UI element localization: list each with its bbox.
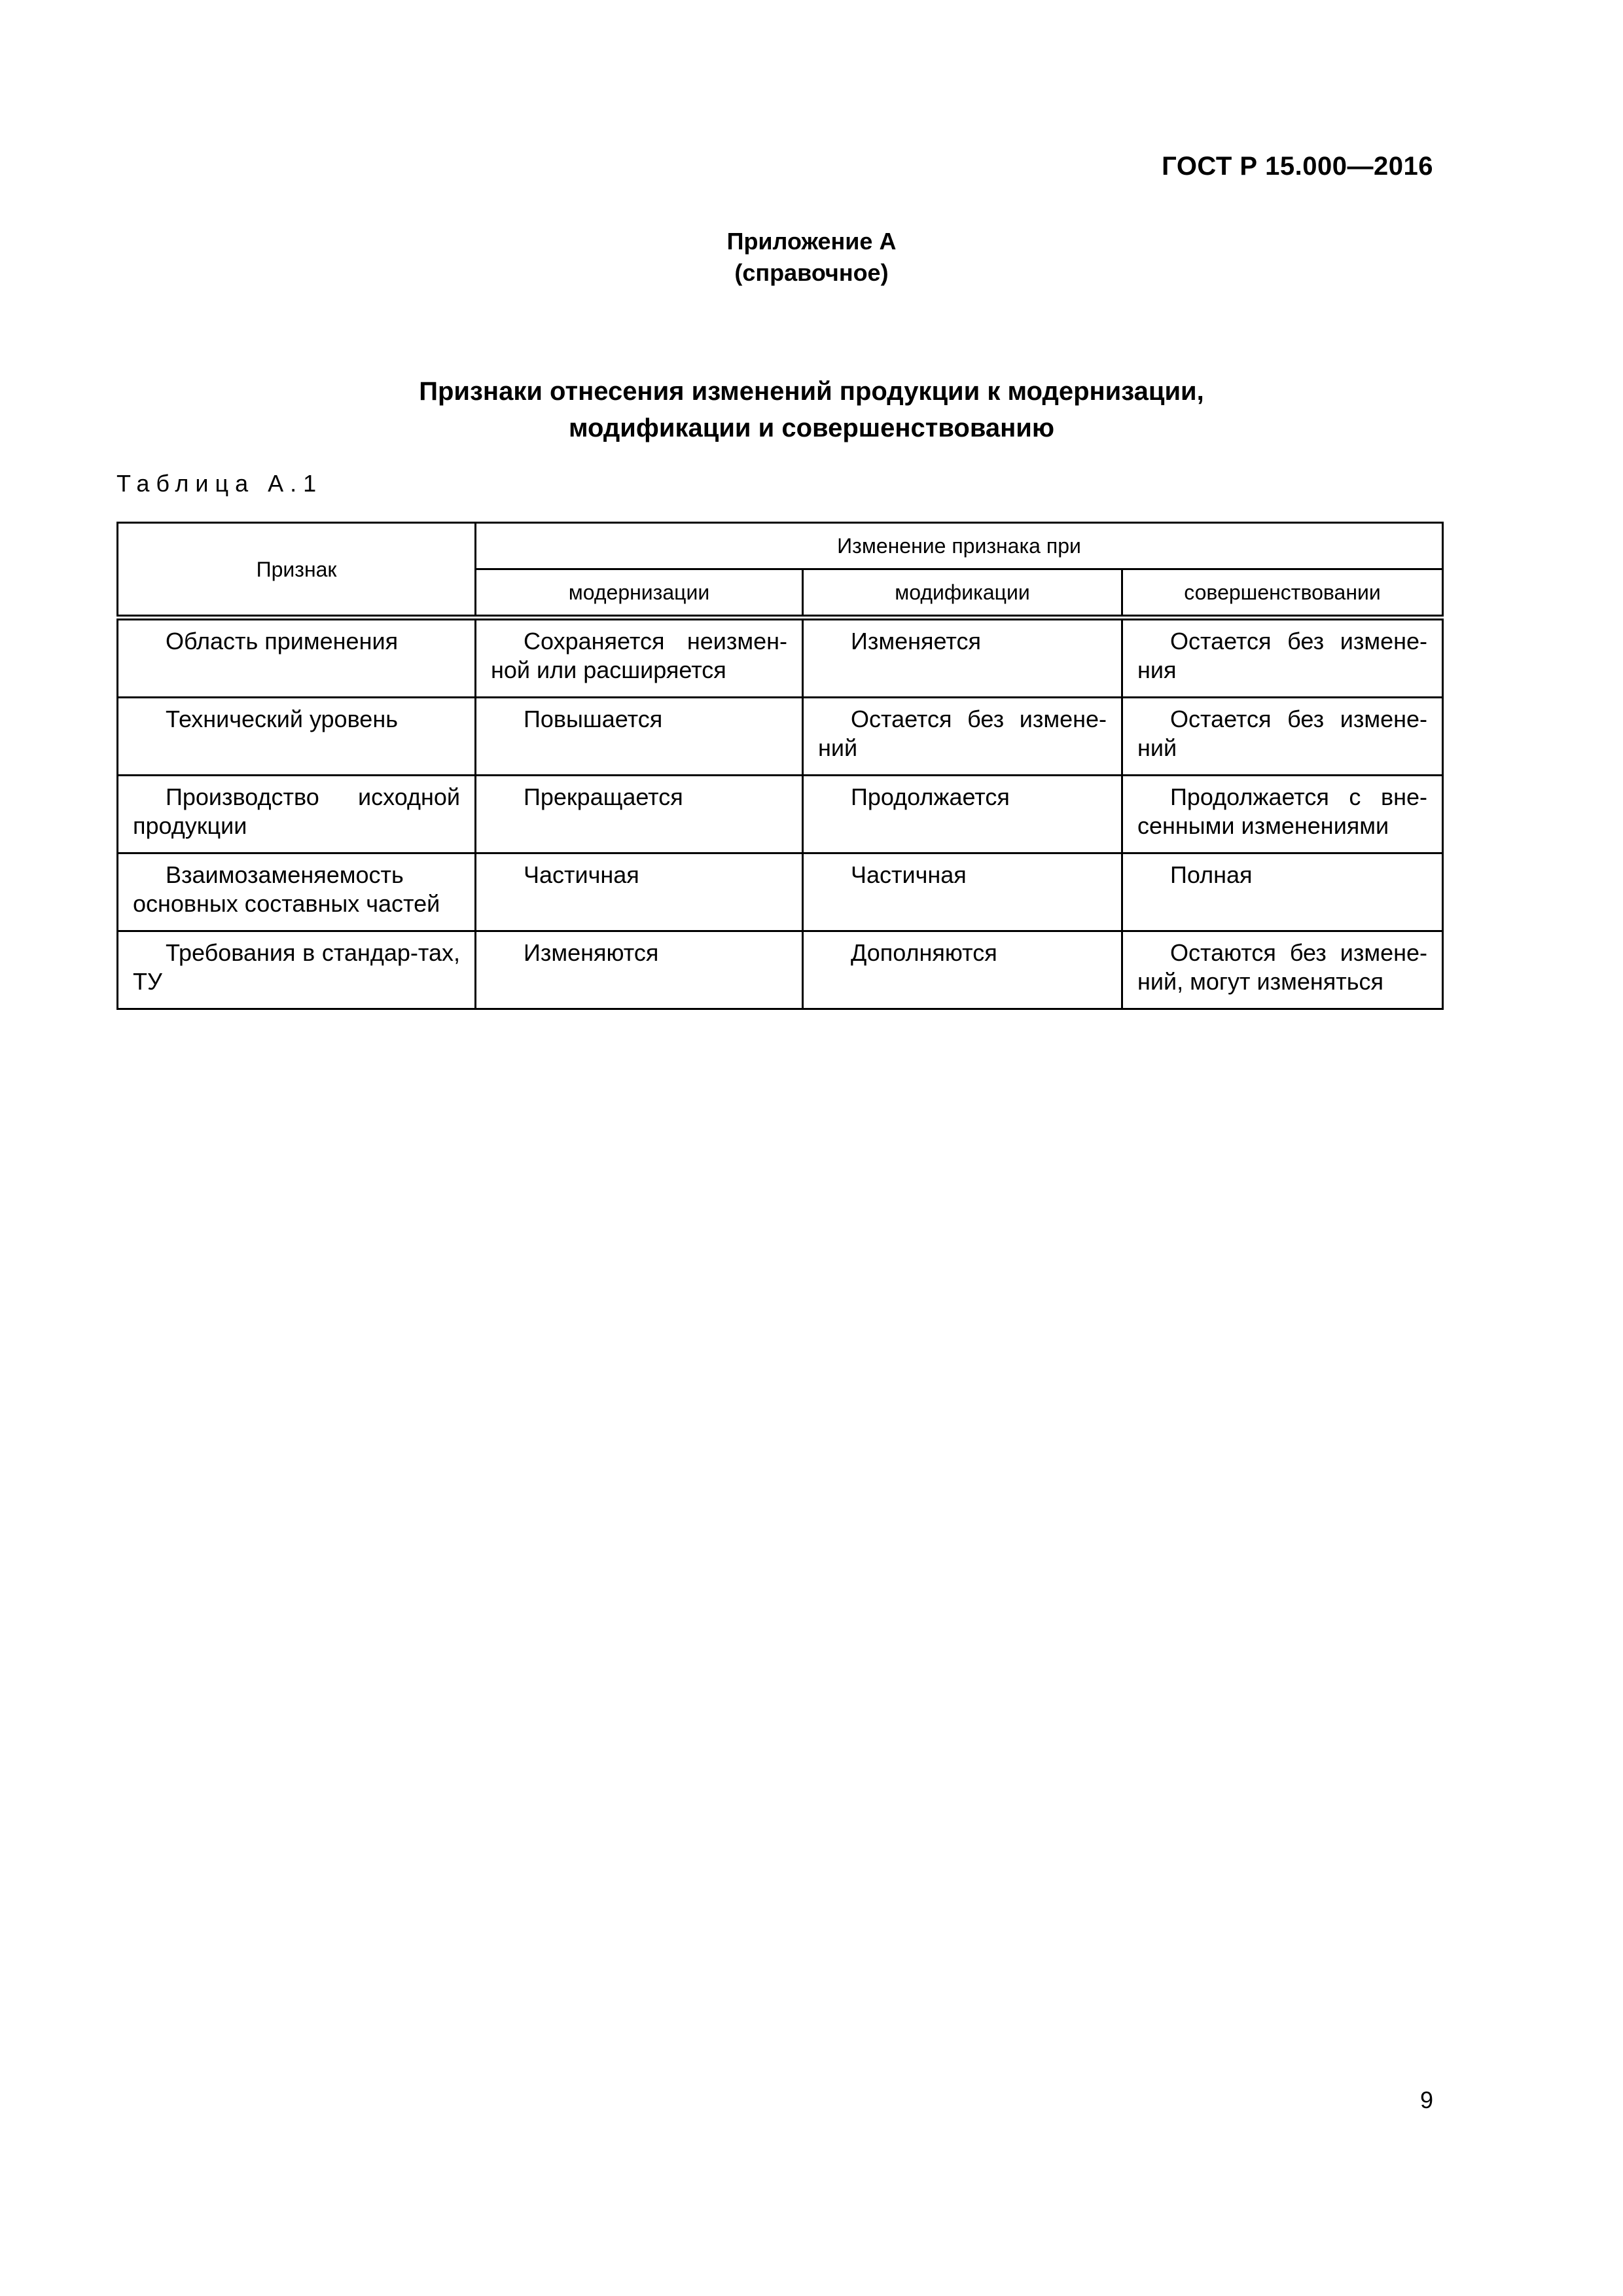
- table-cell: Остается без измене-ний: [1122, 698, 1443, 776]
- table-cell: Частичная: [803, 853, 1122, 931]
- table-cell: Продолжается: [803, 776, 1122, 853]
- column-header-improvement: совершенствовании: [1122, 569, 1443, 618]
- page-number: 9: [1419, 2087, 1433, 2113]
- table-row: [118, 776, 1443, 853]
- table-row: [118, 698, 1443, 776]
- table-cell: Остается без измене-ний: [803, 698, 1122, 776]
- table-caption: Таблица А.1: [116, 470, 323, 497]
- appendix-type: (справочное): [734, 259, 889, 286]
- title-line-1: Признаки отнесения изменений продукции к модернизации,: [419, 377, 1204, 406]
- table-row: [118, 853, 1443, 931]
- table-cell: Остаются без измене-ний, могут изменяться: [1122, 931, 1443, 1009]
- column-header-modification: модификации: [803, 569, 1122, 618]
- appendix-title: Приложение А: [726, 228, 897, 255]
- table-cell: Прекращается: [476, 776, 803, 853]
- table-cell: Технический уровень: [118, 698, 476, 776]
- table-cell: Требования в стандар-тах, ТУ: [118, 931, 476, 1009]
- table-cell: Частичная: [476, 853, 803, 931]
- table-cell: Повышается: [476, 698, 803, 776]
- table-cell: Сохраняется неизмен-ной или расширяется: [476, 618, 803, 698]
- title-line-2: модификации и совершенствованию: [568, 414, 1055, 442]
- table-row: [118, 931, 1443, 1009]
- table-cell: Производство исходной продукции: [118, 776, 476, 853]
- table-header-row: [118, 523, 1443, 569]
- table-cell: Дополняются: [803, 931, 1122, 1009]
- column-group-header: Изменение признака при: [476, 523, 1443, 569]
- standard-code: ГОСТ Р 15.000—2016: [1162, 152, 1433, 181]
- table-row: [118, 618, 1443, 698]
- table-cell: Изменяются: [476, 931, 803, 1009]
- appendix-heading: [0, 226, 1623, 289]
- table-cell: Полная: [1122, 853, 1443, 931]
- table-cell: Взаимозаменяемость основных составных частей: [118, 853, 476, 931]
- column-header-feature: Признак: [118, 523, 476, 618]
- table-cell: Остается без измене-ния: [1122, 618, 1443, 698]
- column-header-modernization: модернизации: [476, 569, 803, 618]
- table-cell: Продолжается с вне-сенными изменениями: [1122, 776, 1443, 853]
- table-cell: Область применения: [118, 618, 476, 698]
- features-table: [116, 522, 1444, 1010]
- page-title: [0, 373, 1623, 446]
- table-cell: Изменяется: [803, 618, 1122, 698]
